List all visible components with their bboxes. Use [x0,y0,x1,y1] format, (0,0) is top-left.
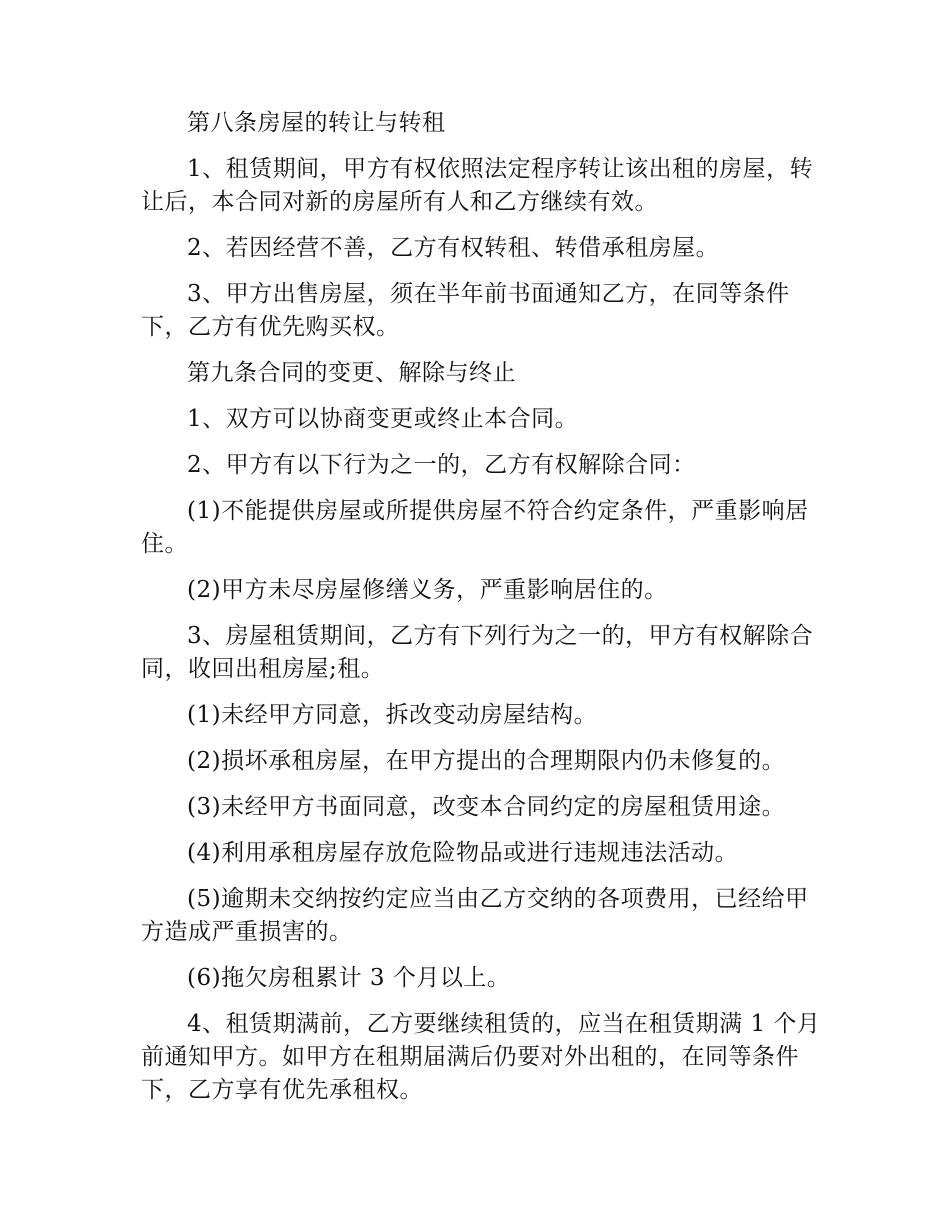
clause-3-item-6: (6)拖欠房租累计 3 个月以上。 [187,965,511,991]
clause-3-item-2: (2)损坏承租房屋，在甲方提出的合理期限内仍未修复的。 [187,748,786,774]
article-8-clause-1: 1、租赁期间，甲方有权依照法定程序转让该出租的房屋，转让后，本合同对新的房屋所有人和乙方继续有效。 [141,156,814,215]
clause-3-item-3: (3)未经甲方书面同意，改变本合同约定的房屋租赁用途。 [187,794,786,820]
clause-3-item-5: (5)逾期未交纳按约定应当由乙方交纳的各项费用，已经给甲方造成严重损害的。 [141,886,809,945]
article-8-clause-3: 3、甲方出售房屋，须在半年前书面通知乙方，在同等条件下，乙方有优先购买权。 [141,281,790,340]
article-9-clause-3: 3、房屋租赁期间，乙方有下列行为之一的，甲方有权解除合同，收回出租房屋;租。 [141,623,814,682]
clause-2-item-2: (2)甲方未尽房屋修缮义务，严重影响居住的。 [187,577,668,603]
clause-3-item-1: (1)未经甲方同意，拆改变动房屋结构。 [187,702,598,728]
article-8-heading: 第八条房屋的转让与转租 [187,110,446,136]
article-9-clause-1: 1、双方可以协商变更或终止本合同。 [187,406,579,432]
article-9-clause-2: 2、甲方有以下行为之一的，乙方有权解除合同： [187,452,696,478]
clause-2-item-1: (1)不能提供房屋或所提供房屋不符合约定条件，严重影响居住。 [141,498,809,557]
document-body [141,107,821,1120]
article-9-heading: 第九条合同的变更、解除与终止 [187,360,516,386]
article-8-clause-2: 2、若因经营不善，乙方有权转租、转借承租房屋。 [187,235,720,261]
article-9-clause-4: 4、租赁期满前，乙方要继续租赁的，应当在租赁期满 1 个月前通知甲方。如甲方在租期届满后仍要对外出租的，在同等条件下，乙方享有优先承租权。 [141,1011,821,1103]
clause-3-item-4: (4)利用承租房屋存放危险物品或进行违规违法活动。 [187,840,739,866]
